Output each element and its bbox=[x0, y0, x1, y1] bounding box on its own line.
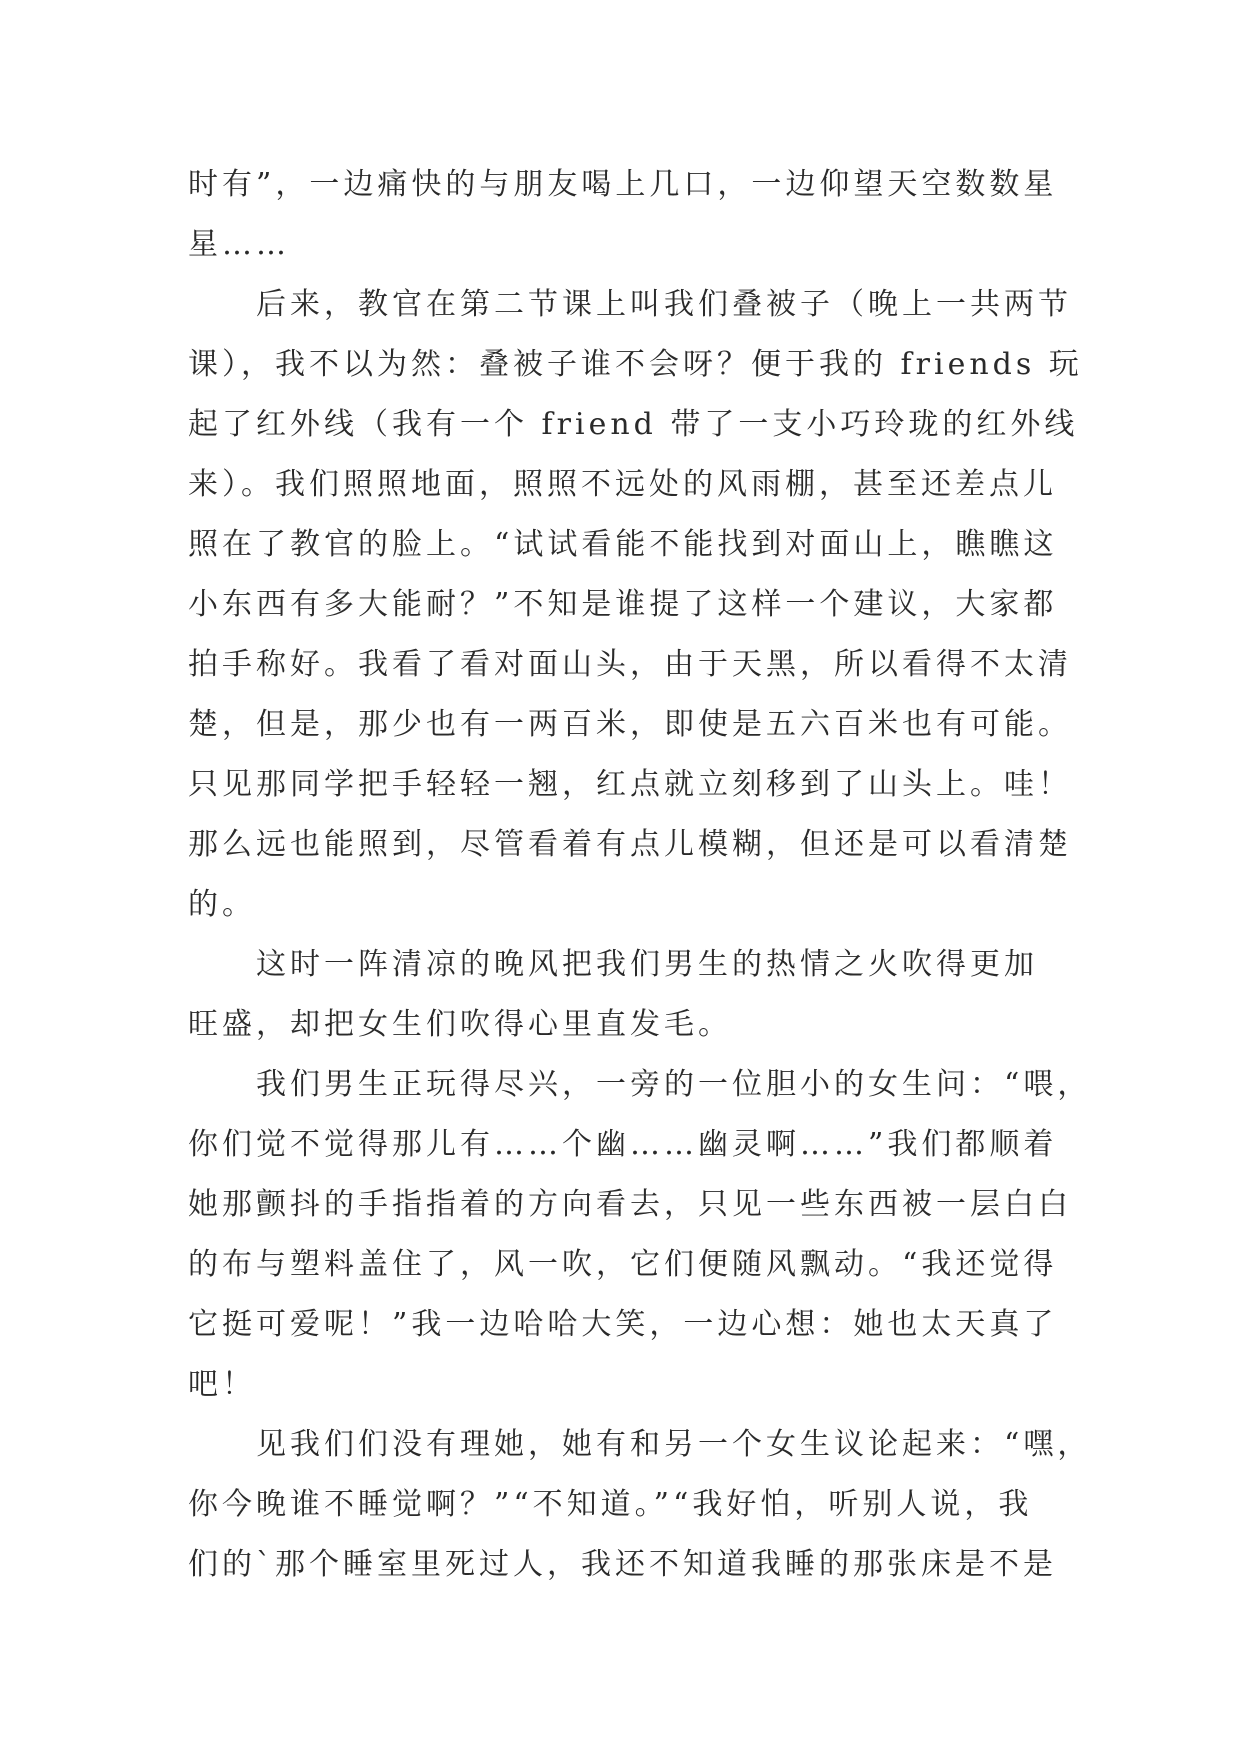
text-line: 的。 bbox=[188, 887, 256, 922]
text-line: 旺盛，却把女生们吹得心里直发毛。 bbox=[188, 1007, 732, 1042]
text-line: 它挺可爱呢！”我一边哈哈大笑，一边心想：她也太天真了 bbox=[188, 1307, 1058, 1342]
text-line: 的布与塑料盖住了，风一吹，它们便随风飘动。“我还觉得 bbox=[188, 1247, 1058, 1282]
text-line: 小东西有多大能耐？”不知是谁提了这样一个建议，大家都 bbox=[188, 587, 1058, 622]
document-body bbox=[188, 155, 1092, 1595]
text-line: 你们觉不觉得那儿有……个幽……幽灵啊……”我们都顺着 bbox=[188, 1127, 1058, 1162]
text-line: 吧！ bbox=[188, 1367, 256, 1402]
text-line: 星…… bbox=[188, 227, 290, 262]
text-line: 你今晚谁不睡觉啊？”“不知道。”“我好怕，听别人说，我 bbox=[188, 1487, 1033, 1522]
text-line: 只见那同学把手轻轻一翘，红点就立刻移到了山头上。哇！ bbox=[188, 767, 1072, 802]
text-line: 她那颤抖的手指指着的方向看去，只见一些东西被一层白白 bbox=[188, 1187, 1072, 1222]
text-line: 楚，但是，那少也有一两百米，即使是五六百米也有可能。 bbox=[188, 707, 1072, 742]
text-line: 来）。我们照照地面，照照不远处的风雨棚，甚至还差点儿 bbox=[188, 467, 1057, 502]
text-line: 照在了教官的脸上。“试试看能不能找到对面山上，瞧瞧这 bbox=[188, 527, 1058, 562]
text-line: 后来，教官在第二节课上叫我们叠被子（晚上一共两节 bbox=[256, 287, 1072, 322]
text-line: 课），我不以为然：叠被子谁不会呀？便于我的 friends 玩 bbox=[188, 347, 1083, 382]
text-line: 起了红外线（我有一个 friend 带了一支小巧玲珑的红外线 bbox=[188, 407, 1079, 442]
text-line: 我们男生正玩得尽兴，一旁的一位胆小的女生问：“喂， bbox=[256, 1067, 1092, 1102]
text-line: 拍手称好。我看了看对面山头，由于天黑，所以看得不太清 bbox=[188, 647, 1072, 682]
text-line: 见我们们没有理她，她有和另一个女生议论起来：“嘿， bbox=[256, 1427, 1092, 1462]
text-line: 这时一阵清凉的晚风把我们男生的热情之火吹得更加 bbox=[256, 947, 1038, 982]
text-line: 那么远也能照到，尽管看着有点儿模糊，但还是可以看清楚 bbox=[188, 827, 1072, 862]
text-line: 时有”，一边痛快的与朋友喝上几口，一边仰望天空数数星 bbox=[188, 167, 1058, 202]
text-line: 们的`那个睡室里死过人，我还不知道我睡的那张床是不是 bbox=[188, 1547, 1057, 1582]
